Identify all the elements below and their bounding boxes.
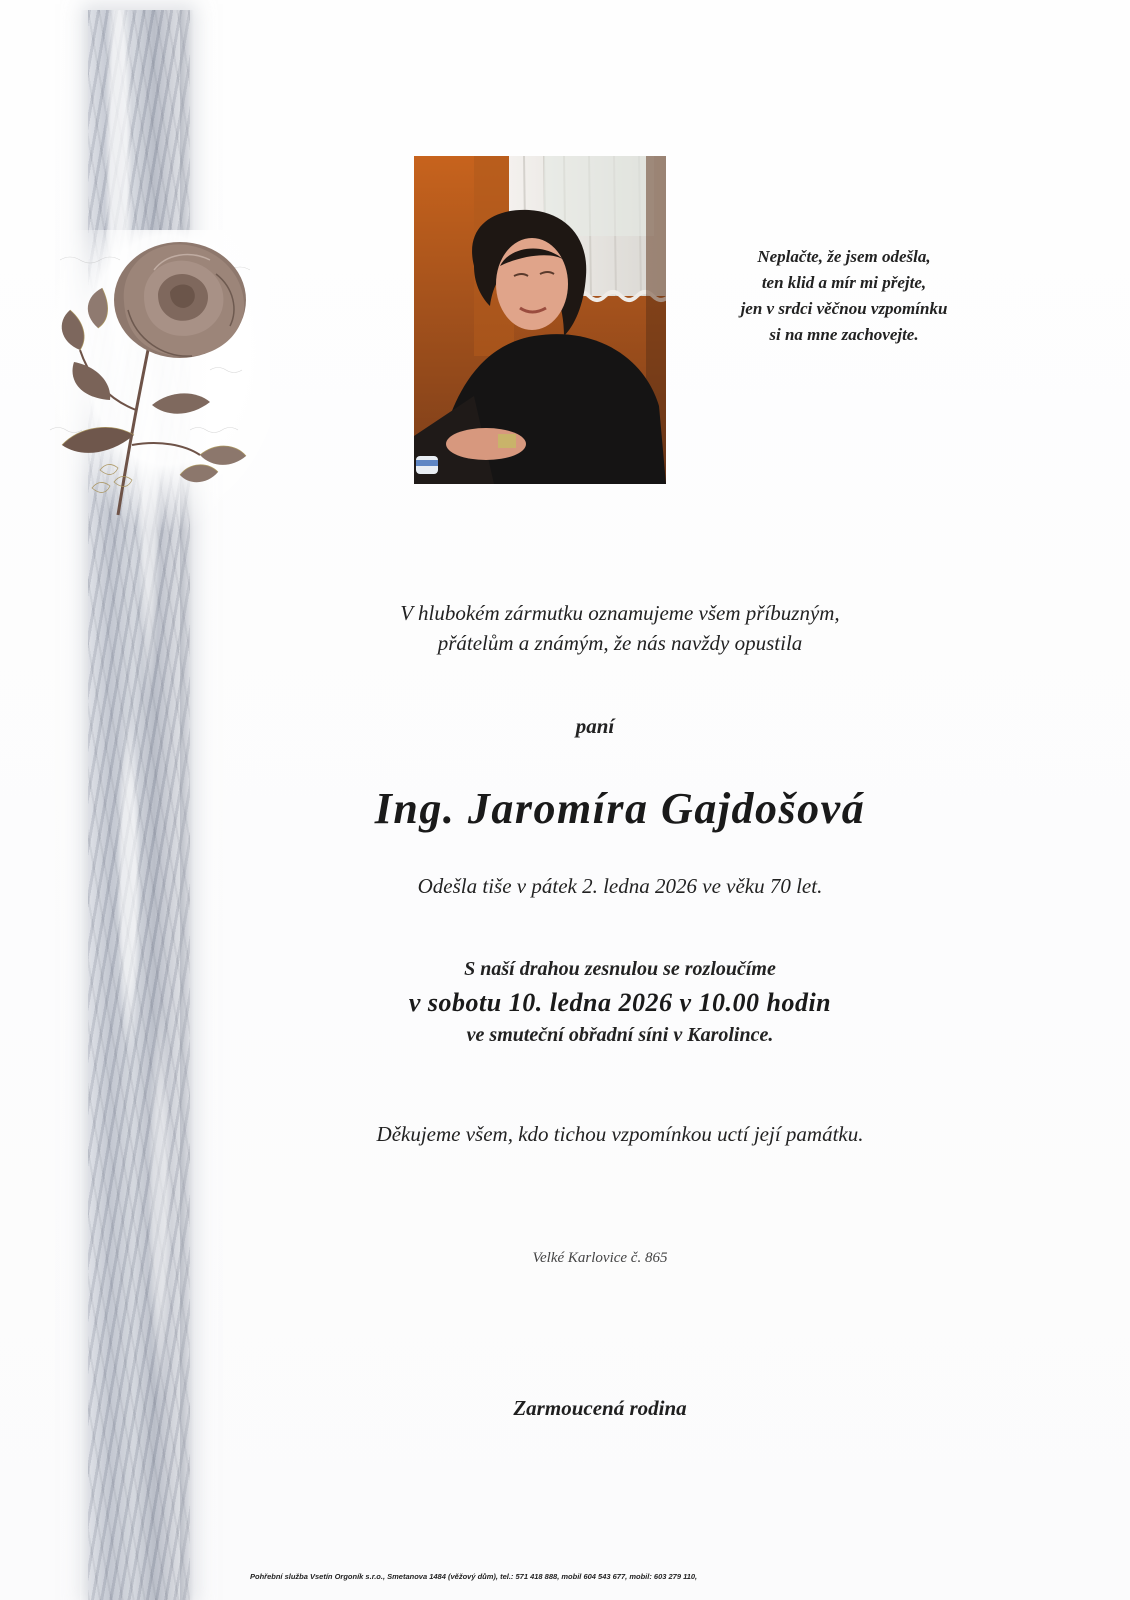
- family-address: Velké Karlovice č. 865: [532, 1250, 668, 1266]
- funeral-location: ve smuteční obřadní síni v Karolince.: [466, 1024, 774, 1046]
- honorific: paní: [575, 714, 615, 738]
- poem: [710, 244, 978, 348]
- poem-line: Neplačte, že jsem odešla,: [757, 247, 931, 266]
- funeral-line-1: S naší drahou zesnulou se rozloučíme: [464, 958, 776, 980]
- intro-line: V hlubokém zármutku oznamujeme všem příbuzným,: [400, 601, 840, 625]
- signature: Zarmoucená rodina: [513, 1396, 687, 1420]
- funeral-date-time: v sobotu 10. ledna 2026 v 10.00 hodin: [408, 988, 832, 1017]
- rose-decoration: [40, 230, 270, 530]
- funeral-service-footer: Pohřební služba Vsetín Orgoník s.r.o., Smetanova 1484 (věžový dům), tel.: 571 418 888, mobil 604 543 677, mobil: 603 279 110,: [250, 1572, 698, 1581]
- poem-line: ten klid a mír mi přejte,: [761, 273, 927, 292]
- intro-line: přátelům a známým, že nás navždy opustila: [437, 631, 803, 655]
- deceased-portrait: [414, 156, 666, 484]
- rose-icon: [40, 230, 270, 530]
- thanks-line: Děkujeme všem, kdo tichou vzpomínkou uctí její památku.: [376, 1122, 864, 1146]
- death-notice: Odešla tiše v pátek 2. ledna 2026 ve věku 70 let.: [417, 874, 823, 898]
- poem-line: jen v srdci věčnou vzpomínku: [740, 299, 948, 318]
- portrait-image: [414, 156, 666, 484]
- deceased-name: Ing. Jaromíra Gajdošová: [374, 784, 866, 833]
- poem-line: si na mne zachovejte.: [769, 325, 919, 344]
- announcement-intro: [240, 598, 1000, 658]
